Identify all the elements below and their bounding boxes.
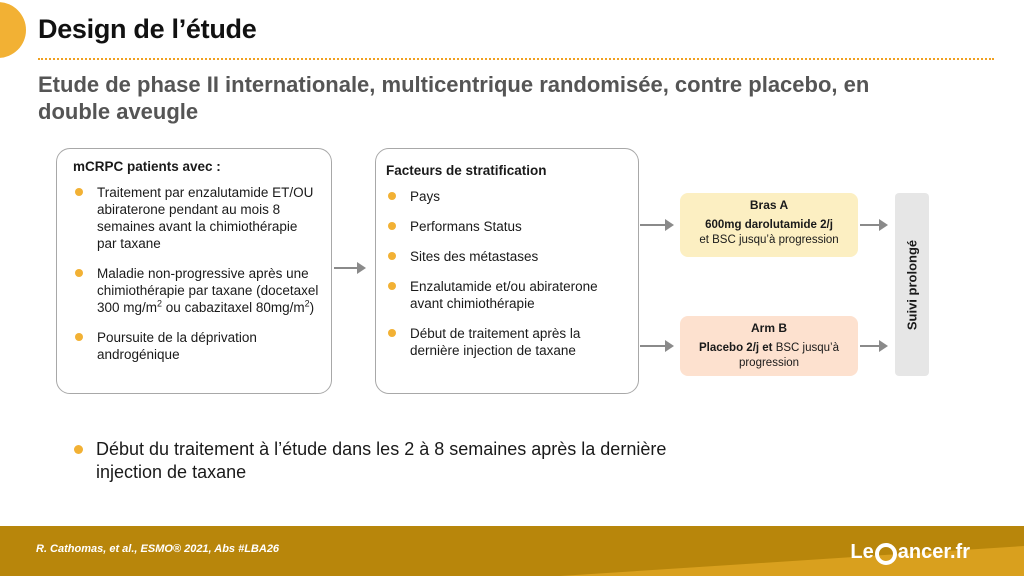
lecancer-logo: Le ancer.fr [850,541,970,563]
bullet-icon [388,252,396,260]
arrow-to-arm-b [640,345,672,347]
arrow-arm-b-to-followup [860,345,886,347]
accent-circle [0,2,26,58]
arrow-to-arm-a [640,224,672,226]
bullet-icon [388,222,396,230]
logo-c-icon [875,543,897,565]
citation: R. Cathomas, et al., ESMO® 2021, Abs #LBA26 [36,543,280,555]
stratification-box [375,148,639,394]
arm-b-detail: BSC jusqu’à progression [738,342,839,369]
eligibility-list [73,184,319,363]
arrow-arm-a-to-followup [860,224,886,226]
arrow-eligibility-to-stratification [334,267,364,269]
arm-a-box [680,193,858,257]
bullet-icon [388,329,396,337]
bullet-icon [388,192,396,200]
list-item: Pays [386,188,626,205]
title-divider [38,58,994,60]
arm-a-treatment: 600mg darolutamide 2/j [705,219,833,231]
timing-note: Début du traitement à l’étude dans les 2 à 8 semaines après la dernière injection de taxane [74,438,696,484]
followup-box [895,193,929,376]
stratification-list [386,188,626,359]
bullet-icon [388,282,396,290]
arm-a-title: Bras A [749,198,789,212]
eligibility-title: mCRPC patients avec : [73,159,221,174]
list-item: Maladie non-progressive après une chimiothérapie par taxane (docetaxel 300 $mg/m^2$ ou cabazitaxel $80mg/m^2$) [73,265,319,316]
bullet-icon [75,269,83,277]
list-item: Traitement par enzalutamide ET/OU abiraterone pendant au mois 8 semaines avant la chimiothérapie par taxane [73,184,319,252]
list-item: Début de traitement après la dernière injection de taxane [386,325,626,359]
list-item: Enzalutamide et/ou abiraterone avant chimiothérapie [386,278,626,312]
page-title: Design de l’étude [38,14,257,44]
list-item: Performans Status [386,218,626,235]
followup-label: Suivi prolongé [904,239,920,330]
eligibility-box [56,148,332,394]
arm-a-detail: et BSC jusqu’à progression [699,234,839,246]
list-item: Poursuite de la déprivation androgénique [73,329,319,363]
arm-b-title: Arm B [750,321,787,335]
bullet-icon [74,445,83,454]
bullet-icon [75,333,83,341]
bullet-icon [75,188,83,196]
stratification-title: Facteurs de stratification [386,163,547,178]
arm-b-box [680,316,858,376]
list-item: Sites des métastases [386,248,626,265]
arm-b-treatment: Placebo 2/j et [699,342,773,354]
page-subtitle: Etude de phase II internationale, multicentrique randomisée, contre placebo, en double aveugle [38,72,870,124]
